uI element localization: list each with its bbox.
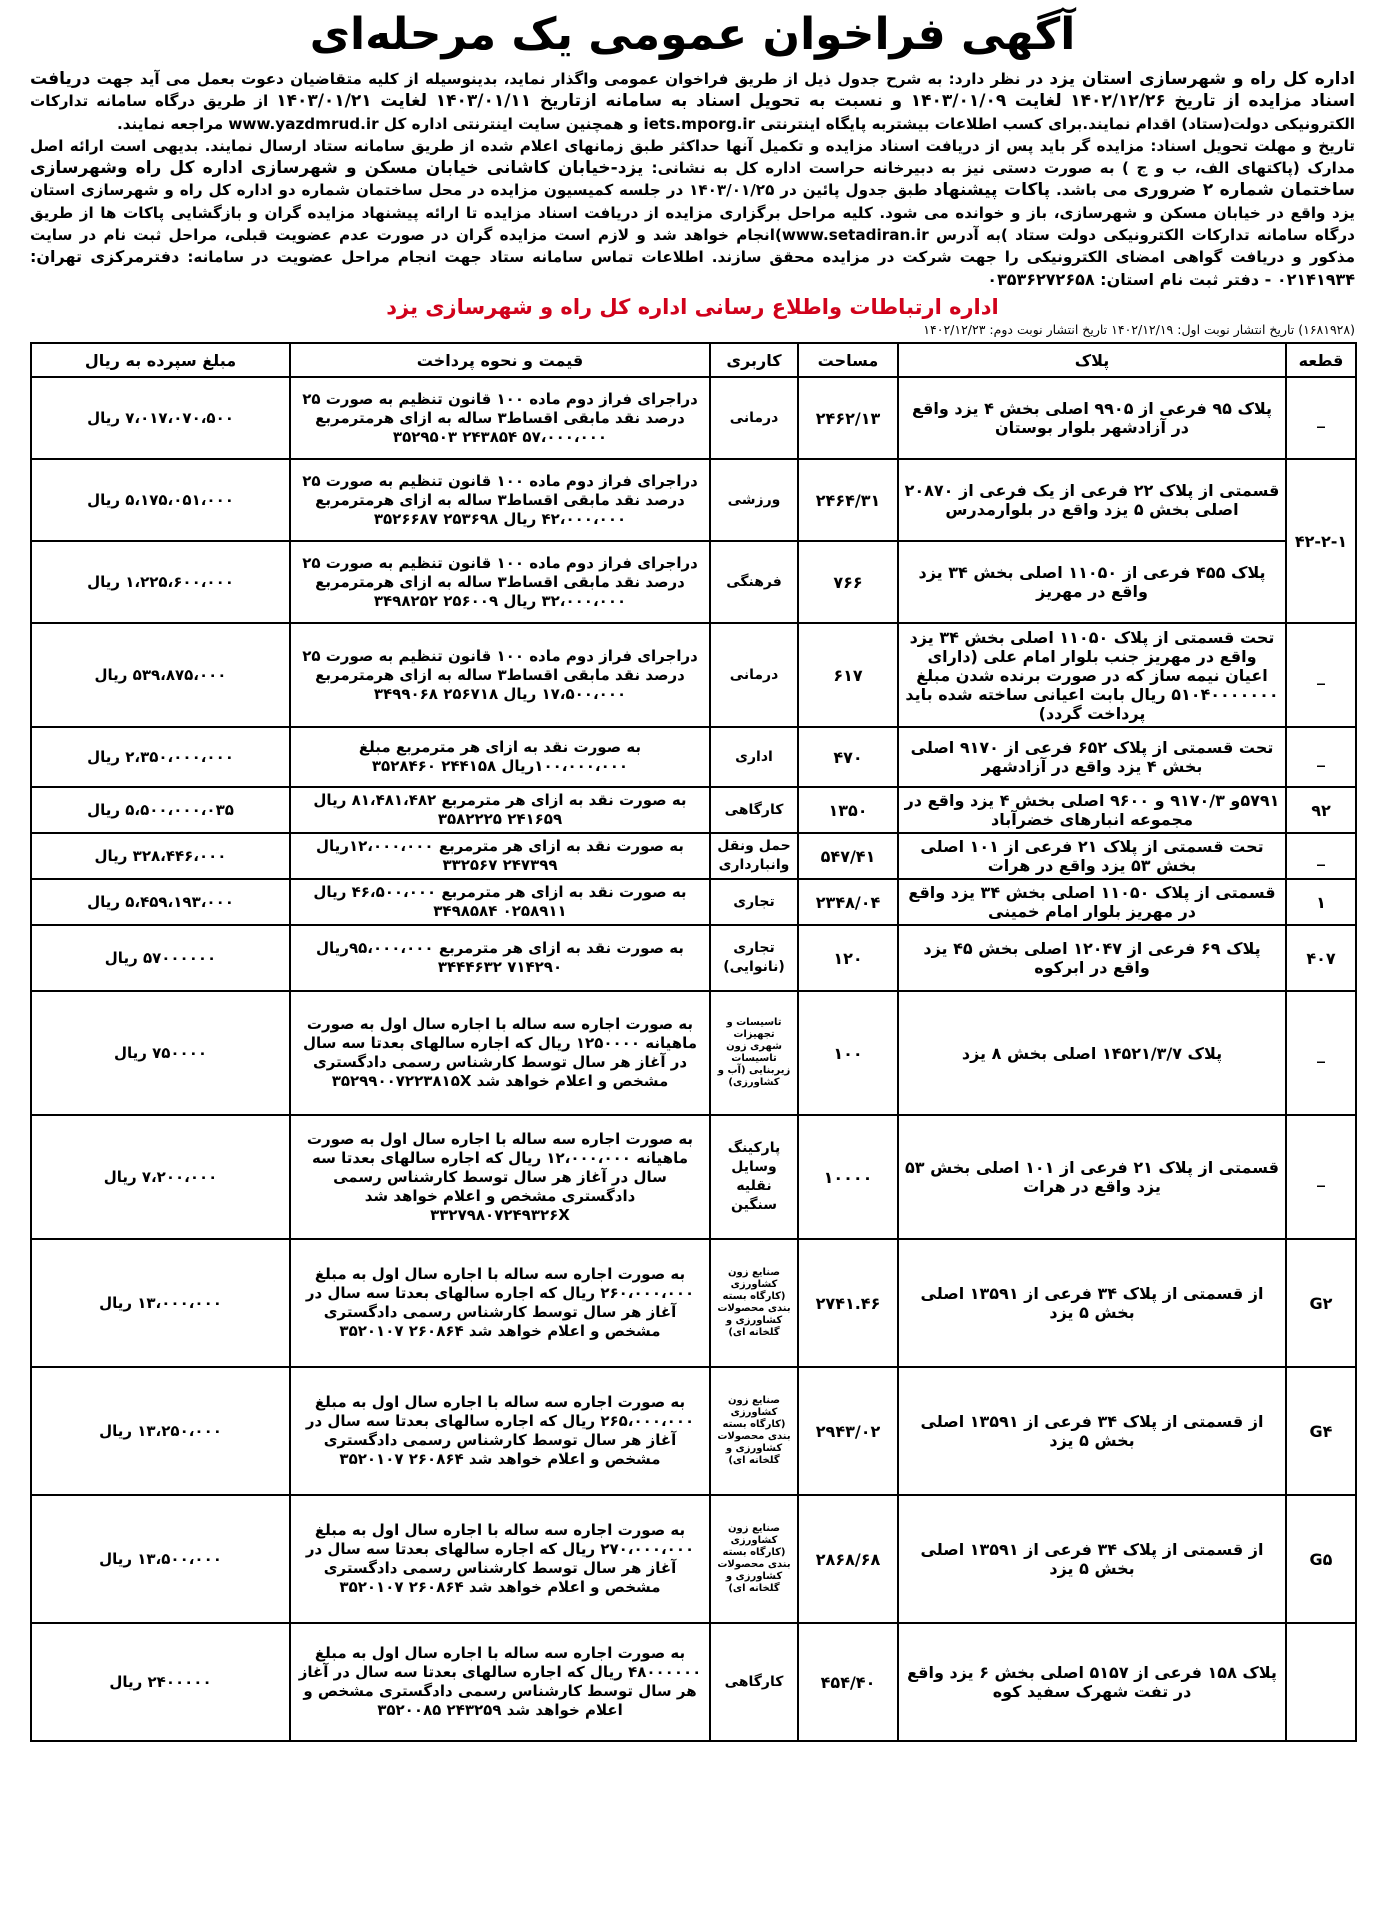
cell-plak: قسمتی از پلاک ۲۲ فرعی از یک فرعی از ۲۰۸۷۰ اصلی بخش ۵ یزد واقع در بلوارمدرس <box>898 459 1286 541</box>
intro-org-name: اداره کل راه و شهرسازی استان یزد <box>1049 69 1355 89</box>
cell-plak: پلاک ۶۹ فرعی از ۱۲۰۴۷ اصلی بخش ۴۵ یزد واقع در ابرکوه <box>898 925 1286 991</box>
cell-parcel: _ <box>1286 991 1356 1115</box>
cell-price: به صورت نقد به ازای هر مترمربع ۱۲،۰۰۰،۰۰۰ریال ۲۴۷۳۹۹ ۳۳۲۵۶۷ <box>290 833 710 879</box>
cell-area: ۷۶۶ <box>798 541 898 623</box>
cell-deposit: ۷،۰۱۷،۰۷۰،۵۰۰ ریال <box>31 377 290 459</box>
cell-price: به صورت نقد به ازای هر مترمربع مبلغ ۱۰۰،۰۰۰،۰۰۰ریال ۲۴۴۱۵۸ ۳۵۲۸۴۶۰ <box>290 727 710 787</box>
cell-deposit: ۵،۱۷۵،۰۵۱،۰۰۰ ریال <box>31 459 290 541</box>
table-row <box>31 1239 1356 1367</box>
cell-use: فرهنگی <box>710 541 798 623</box>
cell-deposit: ۲۴۰۰۰۰۰ ریال <box>31 1623 290 1741</box>
cell-parcel: _ <box>1286 377 1356 459</box>
cell-area: ۵۴۷/۴۱ <box>798 833 898 879</box>
intro-dates: دریافت اسناد مزایده از تاریخ ۱۴۰۲/۱۲/۲۶ لغایت ۱۴۰۳/۰۱/۰۹ و نسبت به تحویل اسناد به سامانه ازتاریخ ۱۴۰۳/۰۱/۱۱ لغایت ۱۴۰۳/۰۱/۲۱ <box>30 69 1355 112</box>
cell-price: به صورت نقد به ازای هر مترمربع ۴۶،۵۰۰،۰۰۰ ریال ۰۲۵۸۹۱۱ ۳۴۹۸۵۸۴ <box>290 879 710 925</box>
cell-area: ۱۰۰۰۰ <box>798 1115 898 1239</box>
cell-deposit: ۳۲۸،۴۴۶،۰۰۰ ریال <box>31 833 290 879</box>
table-row <box>31 925 1356 991</box>
cell-parcel: ۱ <box>1286 879 1356 925</box>
table-row <box>31 833 1356 879</box>
cell-area: ۶۱۷ <box>798 623 898 727</box>
cell-parcel: _ <box>1286 727 1356 787</box>
cell-plak: قسمتی از پلاک ۲۱ فرعی از ۱۰۱ اصلی بخش ۵۳ یزد واقع در هرات <box>898 1115 1286 1239</box>
cell-deposit: ۵،۵۰۰،۰۰۰،۰۳۵ ریال <box>31 787 290 833</box>
cell-deposit: ۱،۲۲۵،۶۰۰،۰۰۰ ریال <box>31 541 290 623</box>
publication-dates: (۱۶۸۱۹۲۸) تاریخ انتشار نوبت اول: ۱۴۰۲/۱۲/۱۹ تاریخ انتشار نوبت دوم: ۱۴۰۲/۱۲/۲۳ <box>923 322 1355 337</box>
cell-use: صنایع زون کشاورزی (کارگاه بسته بندی محصولات کشاورزی و گلخانه ای) <box>710 1239 798 1367</box>
cell-area: ۱۲۰ <box>798 925 898 991</box>
cell-parcel: G۲ <box>1286 1239 1356 1367</box>
cell-use: صنایع زون کشاورزی (کارگاه بسته بندی محصولات کشاورزی و گلخانه ای) <box>710 1367 798 1495</box>
cell-deposit: ۱۳،۵۰۰،۰۰۰ ریال <box>31 1495 290 1623</box>
header-deposit: مبلغ سپرده به ریال <box>31 343 290 377</box>
page-title: آگهی فراخوان عمومی یک مرحله‌ای <box>309 9 1076 60</box>
cell-parcel: ۴۰۷ <box>1286 925 1356 991</box>
auction-table <box>30 342 1357 1742</box>
table-row <box>31 1623 1356 1741</box>
cell-deposit: ۱۳،۲۵۰،۰۰۰ ریال <box>31 1367 290 1495</box>
cell-price: به صورت اجاره سه ساله با اجاره سال اول به صورت ماهیانه ۱۲،۰۰۰،۰۰۰ ریال که اجاره سالهای بعدتا سه سال در آغاز هر سال توسط کارشناس رسمی دادگستری مشخص و اعلام خواهد شد ۳۳۲۷۹۸۰۷۲۴۹۳۲۶X <box>290 1115 710 1239</box>
cell-deposit: ۵۷۰۰۰۰۰۰ ریال <box>31 925 290 991</box>
intro-text <box>30 68 1355 291</box>
intro-instructions: از طریق درگاه سامانه تدارکات الکترونیکی دولت(ستاد) اقدام نمایند.برای کسب اطلاعات بیشتربه پایگاه اینترنتی iets.mporg.ir و همچنین سایت اینترنتی اداره کل www.yazdmrud.ir مراجعه نمایند. <box>30 92 1355 133</box>
cell-price: به صورت اجاره سه ساله با اجاره سال اول به صورت ماهیانه ۱۲۵۰۰۰۰ ریال که اجاره سالهای بعدتا سه سال در آغاز هر سال توسط کارشناس رسمی دادگستری مشخص و اعلام خواهد شد ۳۵۲۹۹۰۰۷۲۲۳۸۱۵X <box>290 991 710 1115</box>
table-row <box>31 541 1356 623</box>
cell-area: ۱۳۵۰ <box>798 787 898 833</box>
intro-contact: دفترمرکزی تهران: ۰۲۱۴۱۹۳۴ - دفتر ثبت نام استان: ۰۳۵۳۶۲۷۲۶۵۸ <box>30 247 1355 289</box>
cell-use: تاسیسات و تجهیزات شهری زون تاسیسات زیربنایی (آب و کشاورزی) <box>710 991 798 1115</box>
intro-para3-start: می باشد. <box>1050 181 1134 200</box>
cell-use: درمانی <box>710 623 798 727</box>
announcement-page <box>30 0 1355 1928</box>
cell-area: ۲۴۶۲/۱۳ <box>798 377 898 459</box>
intro-address: یزد-خیابان کاشانی خیابان مسکن و شهرسازی اداره کل راه وشهرسازی ساختمان شماره ۲ ضروری <box>30 158 1356 201</box>
table-row <box>31 459 1356 541</box>
table-row <box>31 879 1356 925</box>
cell-deposit: ۵،۴۵۹،۱۹۳،۰۰۰ ریال <box>31 879 290 925</box>
cell-price: به صورت اجاره سه ساله با اجاره سال اول به مبلغ ۲۶۰،۰۰۰،۰۰۰ ریال که اجاره سالهای بعدتا سه سال در آغاز هر سال توسط کارشناس رسمی دادگستری مشخص و اعلام خواهد شد ۲۶۰۸۶۴ ۳۵۲۰۱۰۷ <box>290 1239 710 1367</box>
cell-plak: از قسمتی از پلاک ۳۴ فرعی از ۱۳۵۹۱ اصلی بخش ۵ یزد <box>898 1239 1286 1367</box>
table-header-row <box>31 343 1356 377</box>
cell-price: به صورت اجاره سه ساله با اجاره سال اول به مبلغ ۲۶۵،۰۰۰،۰۰۰ ریال که اجاره سالهای بعدتا سه سال در آغاز هر سال توسط کارشناس رسمی دادگستری مشخص و اعلام خواهد شد ۲۶۰۸۶۴ ۳۵۲۰۱۰۷ <box>290 1367 710 1495</box>
cell-parcel <box>1286 1623 1356 1741</box>
cell-use: کارگاهی <box>710 1623 798 1741</box>
intro-opening-info: طبق جدول پائین در ۱۴۰۳/۰۱/۲۵ در جلسه کمیسیون مزایده در محل ساختمان شماره دو اداره کل راه و شهرسازی استان یزد واقع در خیابان مسکن و شهرسازی، باز و خوانده می شود. کلیه مراحل برگزاری مزایده از دریافت اسناد مزایده تا ارائه پیشنهاد مزایده گران و بازگشایی پاکات ها از طریق درگاه سامانه تدارکات الکترونیکی دولت ستاد )به آدرس www.setadiran.ir)انجام خواهد شد و لازم است مزایده گران در صورت عدم عضویت قبلی، مراحل ثبت نام در سایت مذکور و دریافت گواهی امضای الکترونیکی را جهت شرکت در مزایده محقق سازند. اطلاعات تماس سامانه ستاد جهت انجام مراحل عضویت در سامانه: <box>30 181 1355 267</box>
table-row <box>31 1115 1356 1239</box>
cell-use: تجاری (نانوایی) <box>710 925 798 991</box>
cell-use: اداری <box>710 727 798 787</box>
cell-price: دراجرای فراز دوم ماده ۱۰۰ قانون تنظیم به صورت ۲۵ درصد نقد مابقی اقساط۳ ساله به ازای هرمترمربع ۱۷،۵۰۰،۰۰۰ ریال ۲۵۶۷۱۸ ۳۴۹۹۰۶۸ <box>290 623 710 727</box>
cell-price: به صورت اجاره سه ساله با اجاره سال اول به مبلغ ۲۷۰،۰۰۰،۰۰۰ ریال که اجاره سالهای بعدتا سه سال در آغاز هر سال توسط کارشناس رسمی دادگستری مشخص و اعلام خواهد شد ۲۶۰۸۶۴ ۳۵۲۰۱۰۷ <box>290 1495 710 1623</box>
header-area: مساحت <box>798 343 898 377</box>
table-row <box>31 1367 1356 1495</box>
cell-area: ۲۹۴۳/۰۲ <box>798 1367 898 1495</box>
header-price: قیمت و نحوه پرداخت <box>290 343 710 377</box>
cell-parcel: _ <box>1286 1115 1356 1239</box>
cell-plak: از قسمتی از پلاک ۳۴ فرعی از ۱۳۵۹۱ اصلی بخش ۵ یزد <box>898 1495 1286 1623</box>
cell-area: ۱۰۰ <box>798 991 898 1115</box>
cell-deposit: ۷،۲۰۰،۰۰۰ ریال <box>31 1115 290 1239</box>
cell-plak: پلاک ۴۵۵ فرعی از ۱۱۰۵۰ اصلی بخش ۳۴ یزد واقع در مهریز <box>898 541 1286 623</box>
cell-use: صنایع زون کشاورزی (کارگاه بسته بندی محصولات کشاورزی و گلخانه ای) <box>710 1495 798 1623</box>
cell-plak: پلاک ۱۴۵۲۱/۳/۷ اصلی بخش ۸ یزد <box>898 991 1286 1115</box>
cell-area: ۲۴۶۴/۳۱ <box>798 459 898 541</box>
cell-area: ۲۷۴۱.۴۶ <box>798 1239 898 1367</box>
cell-parcel: _ <box>1286 623 1356 727</box>
cell-use: ورزشی <box>710 459 798 541</box>
cell-area: ۲۳۴۸/۰۴ <box>798 879 898 925</box>
cell-deposit: ۱۳،۰۰۰،۰۰۰ ریال <box>31 1239 290 1367</box>
header-use: کاربری <box>710 343 798 377</box>
cell-parcel: ۹۲ <box>1286 787 1356 833</box>
table-row <box>31 1495 1356 1623</box>
cell-deposit: ۲،۳۵۰،۰۰۰،۰۰۰ ریال <box>31 727 290 787</box>
intro-deadline: تاریخ و مهلت تحویل اسناد: مزایده گر باید پس از دریافت اسناد مزایده و تکمیل آنها حداکثر طبق زمانهای اعلام شده از طریق سامانه ستاد ارسال نمایند. بدیهی است ارائه اصل مدارک (پاکتهای الف، ب و ج ) به صورت دستی نیز به دبیرخانه حراست اداره کل به نشانی: <box>30 136 1355 178</box>
cell-plak: تحت قسمتی از پلاک ۱۱۰۵۰ اصلی بخش ۳۴ یزد واقع در مهریز جنب بلوار امام علی (دارای اعیان نیمه ساز که در صورت برنده شدن مبلغ ۵۱۰۴۰۰۰۰۰۰۰ ریال بابت اعیانی ساخته شده باید پرداخت گردد) <box>898 623 1286 727</box>
cell-area: ۴۷۰ <box>798 727 898 787</box>
cell-plak: پلاک ۹۵ فرعی از ۹۹۰۵ اصلی بخش ۴ یزد واقع در آزادشهر بلوار بوستان <box>898 377 1286 459</box>
table-row <box>31 727 1356 787</box>
office-signature: اداره ارتباطات واطلاع رسانی اداره کل راه و شهرسازی یزد <box>386 295 999 319</box>
cell-plak: ۵۷۹۱و ۹۱۷۰/۳ و ۹۶۰۰ اصلی بخش ۴ یزد واقع در مجموعه انبارهای خضرآباد <box>898 787 1286 833</box>
table-row <box>31 623 1356 727</box>
cell-plak: از قسمتی از پلاک ۳۴ فرعی از ۱۳۵۹۱ اصلی بخش ۵ یزد <box>898 1367 1286 1495</box>
table-row <box>31 991 1356 1115</box>
table-row <box>31 787 1356 833</box>
cell-parcel: _ <box>1286 833 1356 879</box>
header-plak: پلاک <box>898 343 1286 377</box>
cell-use: حمل ونقل وانبارداری <box>710 833 798 879</box>
cell-use: کارگاهی <box>710 787 798 833</box>
cell-price: به صورت اجاره سه ساله با اجاره سال اول به مبلغ ۴۸۰۰۰۰۰۰ ریال که اجاره سالهای بعدتا سه سال در آغاز هر سال توسط کارشناس رسمی دادگستری مشخص و اعلام خواهد شد ۲۴۳۲۵۹ ۳۵۲۰۰۸۵ <box>290 1623 710 1741</box>
cell-area: ۲۸۶۸/۶۸ <box>798 1495 898 1623</box>
cell-plak: تحت قسمتی از پلاک ۲۱ فرعی از ۱۰۱ اصلی بخش ۵۳ یزد واقع در هرات <box>898 833 1286 879</box>
cell-parcel: G۵ <box>1286 1495 1356 1623</box>
cell-use: درمانی <box>710 377 798 459</box>
cell-price: دراجرای فراز دوم ماده ۱۰۰ قانون تنظیم به صورت ۲۵ درصد نقد مابقی اقساط۳ ساله به ازای هرمترمربع ۳۲،۰۰۰،۰۰۰ ریال ۲۵۶۰۰۹ ۳۴۹۸۲۵۲ <box>290 541 710 623</box>
cell-deposit: ۵۳۹،۸۷۵،۰۰۰ ریال <box>31 623 290 727</box>
table-row <box>31 377 1356 459</box>
cell-use: پارکینگ وسایل نقلیه سنگین <box>710 1115 798 1239</box>
intro-sentence: در نظر دارد: به شرح جدول ذیل از طریق فراخوان عمومی واگذار نماید، بدینوسیله از کلیه متقاضیان دعوت بعمل می آید جهت <box>90 70 1050 88</box>
intro-proposals-label: پاکات پیشنهاد <box>933 180 1051 201</box>
cell-plak: تحت قسمتی از پلاک ۶۵۲ فرعی از ۹۱۷۰ اصلی بخش ۴ یزد واقع در آزادشهر <box>898 727 1286 787</box>
cell-price: دراجرای فراز دوم ماده ۱۰۰ قانون تنظیم به صورت ۲۵ درصد نقد مابقی اقساط۳ ساله به ازای هرمترمربع ۴۲،۰۰۰،۰۰۰ ریال ۲۵۳۶۹۸ ۳۵۲۶۶۸۷ <box>290 459 710 541</box>
cell-plak: پلاک ۱۵۸ فرعی از ۵۱۵۷ اصلی بخش ۶ یزد واقع در تفت شهرک سفید کوه <box>898 1623 1286 1741</box>
cell-parcel: G۴ <box>1286 1367 1356 1495</box>
cell-deposit: ۷۵۰۰۰۰ ریال <box>31 991 290 1115</box>
header-parcel: قطعه <box>1286 343 1356 377</box>
cell-plak: قسمتی از پلاک ۱۱۰۵۰ اصلی بخش ۳۴ یزد واقع در مهریز بلوار امام خمینی <box>898 879 1286 925</box>
cell-price: به صورت نقد به ازای هر مترمربع ۹۵،۰۰۰،۰۰۰ریال ۷۱۴۲۹۰ ۳۴۴۴۶۳۲ <box>290 925 710 991</box>
cell-price: به صورت نقد به ازای هر مترمربع ۸۱،۴۸۱،۴۸۲ ریال ۲۴۱۶۵۹ ۳۵۸۲۲۲۵ <box>290 787 710 833</box>
cell-parcel: ۴۲-۲-۱ <box>1286 459 1356 623</box>
cell-area: ۴۵۴/۴۰ <box>798 1623 898 1741</box>
cell-price: دراجرای فراز دوم ماده ۱۰۰ قانون تنظیم به صورت ۲۵ درصد نقد مابقی اقساط۳ ساله به ازای هرمترمربع ۵۷،۰۰۰،۰۰۰ ۲۴۳۸۵۴ ۳۵۲۹۵۰۳ <box>290 377 710 459</box>
cell-use: تجاری <box>710 879 798 925</box>
